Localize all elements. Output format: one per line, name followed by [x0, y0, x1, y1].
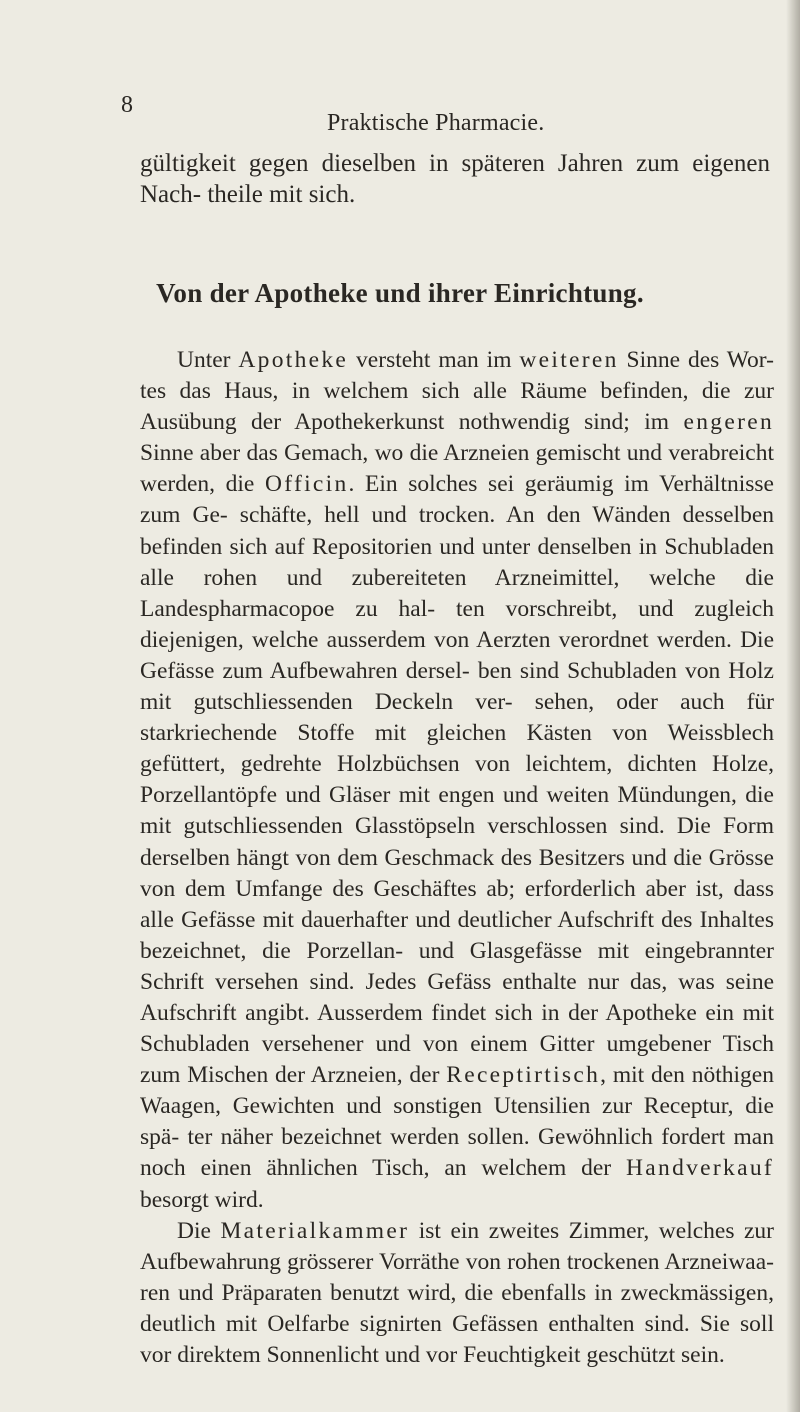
page-edge-shadow: [786, 0, 800, 1412]
spaced-term-materialkammer: Materialkammer: [220, 1217, 410, 1244]
spaced-term-engeren: engeren: [683, 409, 774, 436]
text-run: Sinne aber das Gemach, wo die Arzneien gemischt und verabreicht werden, die: [140, 440, 774, 498]
spaced-term-weiteren: weiteren: [519, 347, 619, 373]
text-run: , mit den nöthigen Waagen, Gewichten und sonstigen Utensilien zur Receptur, die spä- ter näher bezeichnet werden sollen. Gewöhnlich fordert man noch einen ähnlichen Tisch, an welchem der: [140, 1062, 774, 1182]
section-body: [140, 345, 774, 1371]
paragraph-apotheke: [140, 345, 774, 1216]
text-run: Unter: [177, 347, 239, 373]
continued-paragraph: gültigkeit gegen dieselben in späteren Jahren zum eigenen Nach- theile mit sich.: [140, 150, 770, 208]
paragraph-materialkammer: [140, 1216, 774, 1371]
section-heading: Von der Apotheke und ihrer Einrichtung.: [156, 278, 644, 308]
text-run: versteht man im: [348, 347, 520, 373]
text-run: ist ein zweites Zimmer, welches zur Aufbewahrung grösserer Vorräthe von rohen trockenen Arzneiwaa- ren und Präparaten benutzt wird, die ebenfalls in zweckmässigen, deutlich mit Oelfarbe signirten Gefässen enthalten sind. Sie soll vor direktem Sonnenlicht und vor Feuchtigkeit geschützt sein.: [140, 1217, 775, 1368]
text-run: Die: [177, 1217, 221, 1244]
spaced-term-receptirtisch: Receptirtisch: [446, 1062, 601, 1089]
text-run: . Ein solches sei geräumig im Verhältnisse zum Ge- schäfte, hell und trocken. An den Wänden desselben befinden sich auf Repositorien und unter denselben in Schubladen alle rohen und zubereiteten Arzneimittel, welche die Landespharmacopoe zu hal- ten vorschreibt, und zugleich diejenigen, welche ausserdem von Aerzten verordnet werden. Die Gefässe zum Aufbewahren dersel- ben sind Schubladen von Holz mit gutschliessenden Deckeln ver- sehen, oder auch für starkriechende Stoffe mit gleichen Kästen von Weissblech gefüttert, gedrehte Holzbüchsen von leichtem, dichten Holze, Porzellantöpfe und Gläser mit engen und weiten Mündungen, die mit gutschliessenden Glasstöpseln verschlossen sind. Die Form derselben hängt von dem Geschmack des Besitzers und die Grösse von dem Umfange des Geschäftes ab; erforderlich aber ist, dass alle Gefässe mit dauerhafter und deutlicher Aufschrift des Inhaltes bezeichnet, die Porzellan- und Glasgefässe mit eingebrannter Schrift versehen sind. Jedes Gefäss enthalte nur das, was seine Aufschrift angibt. Ausserdem findet sich in der Apotheke ein mit Schubladen versehener und von einem Gitter umgebener Tisch zum Mischen der Arzneien, der: [140, 471, 774, 1089]
spaced-term-apotheke: Apotheke: [238, 347, 349, 373]
text-run: Sinne des Wor- tes das Haus, in welchem sich alle Räume befinden, die zur Ausübung der Apothekerkunst nothwendig sind; im: [140, 347, 774, 436]
text-run: besorgt wird.: [140, 1186, 264, 1213]
spaced-term-handverkauf: Handverkauf: [626, 1155, 774, 1182]
spaced-term-officin: Officin: [264, 471, 349, 498]
running-head: Praktische Pharmacie.: [327, 110, 545, 136]
page-number: 8: [121, 92, 133, 118]
